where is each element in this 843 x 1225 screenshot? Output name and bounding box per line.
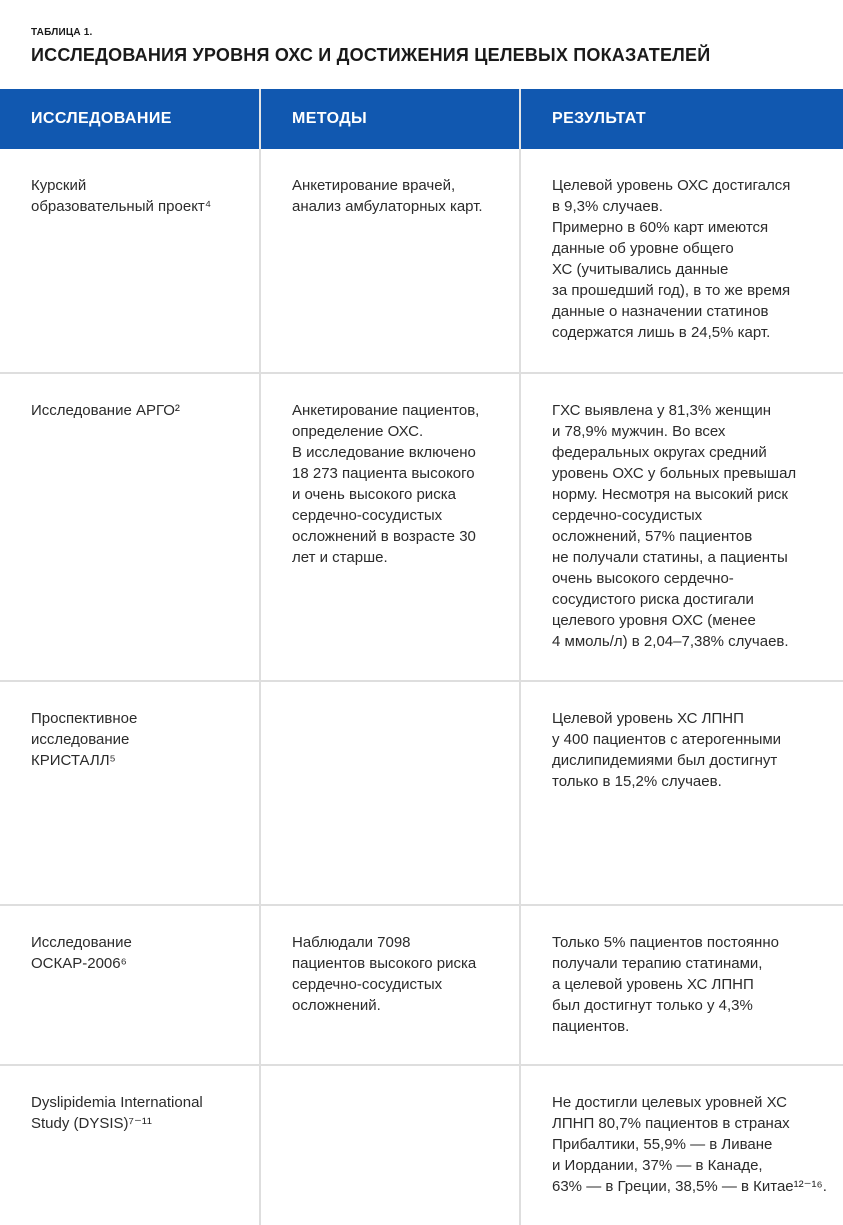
cell-study: Dyslipidemia International Study (DYSIS)⁷⁻¹¹ — [0, 1065, 260, 1225]
header-result: РЕЗУЛЬТАТ — [520, 89, 843, 149]
cell-study: Курский образовательный проект⁴ — [0, 149, 260, 373]
cell-result: Не достигли целевых уровней ХС ЛПНП 80,7% пациентов в странах Прибалтики, 55,9% — в Ливане и Иордании, 37% — в Канаде, 63% — в Греции, 38,5% — в Китае¹²⁻¹⁶. — [552, 1094, 827, 1195]
cell-methods: Анкетирование врачей, анализ амбулаторных карт. — [260, 149, 520, 373]
cell-result: ГХС выявлена у 81,3% женщин и 78,9% мужчин. Во всех федеральных округах средний уровень ОХС у больных превышал норму. Несмотря на высокий риск сердечно-сосудистых осложнений, 57% пациентов не получали статины, а пациенты очень высокого сердечно- сосудистого риска достигали целевого уровня ОХС (менее 4 ммоль/л) в 2,04–7,38% случаев. — [520, 373, 843, 681]
table-title: ИССЛЕДОВАНИЯ УРОВНЯ ОХС И ДОСТИЖЕНИЯ ЦЕЛЕВЫХ ПОКАЗАТЕЛЕЙ — [31, 45, 711, 65]
cell-result: Целевой уровень ОХС достигался в 9,3% случаев. Примерно в 60% карт имеются данные об уровне общего ХС (учитывались данные за прошедший год), в то же время данные о назначении статинов содержатся лишь в 24,5% карт. — [520, 149, 843, 373]
cell-result: Целевой уровень ХС ЛПНП у 400 пациентов с атерогенными дислипидемиями был достигнут только в 15,2% случаев. — [520, 681, 843, 905]
table-row — [0, 905, 843, 1065]
table-header — [0, 89, 843, 149]
table-row — [0, 1065, 843, 1225]
cell-methods — [260, 681, 520, 905]
header-row — [0, 89, 843, 149]
cell-result: Только 5% пациентов постоянно получали терапию статинами, а целевой уровень ХС ЛПНП был достигнут только у 4,3% пациентов. — [520, 905, 843, 1065]
cell-study: Проспективное исследование КРИСТАЛЛ⁵ — [0, 681, 260, 905]
table-row — [0, 681, 843, 905]
cell-study: Исследование ОСКАР-2006⁶ — [0, 905, 260, 1065]
studies-table — [0, 89, 843, 1225]
table-row — [0, 373, 843, 681]
cell-methods: Наблюдали 7098 пациентов высокого риска сердечно-сосудистых осложнений. — [260, 905, 520, 1065]
header-methods: МЕТОДЫ — [260, 89, 520, 149]
header-study: ИССЛЕДОВАНИЕ — [0, 89, 260, 149]
table-number: ТАБЛИЦА 1. — [31, 27, 93, 38]
table-caption — [31, 27, 710, 66]
cell-methods — [260, 1065, 520, 1225]
cell-methods: Анкетирование пациентов, определение ОХС. В исследование включено 18 273 пациента высокого и очень высокого риска сердечно-сосудистых осложнений в возрасте 30 лет и старше. — [260, 373, 520, 681]
table-row — [0, 149, 843, 373]
cell-study: Исследование АРГО² — [0, 373, 260, 681]
